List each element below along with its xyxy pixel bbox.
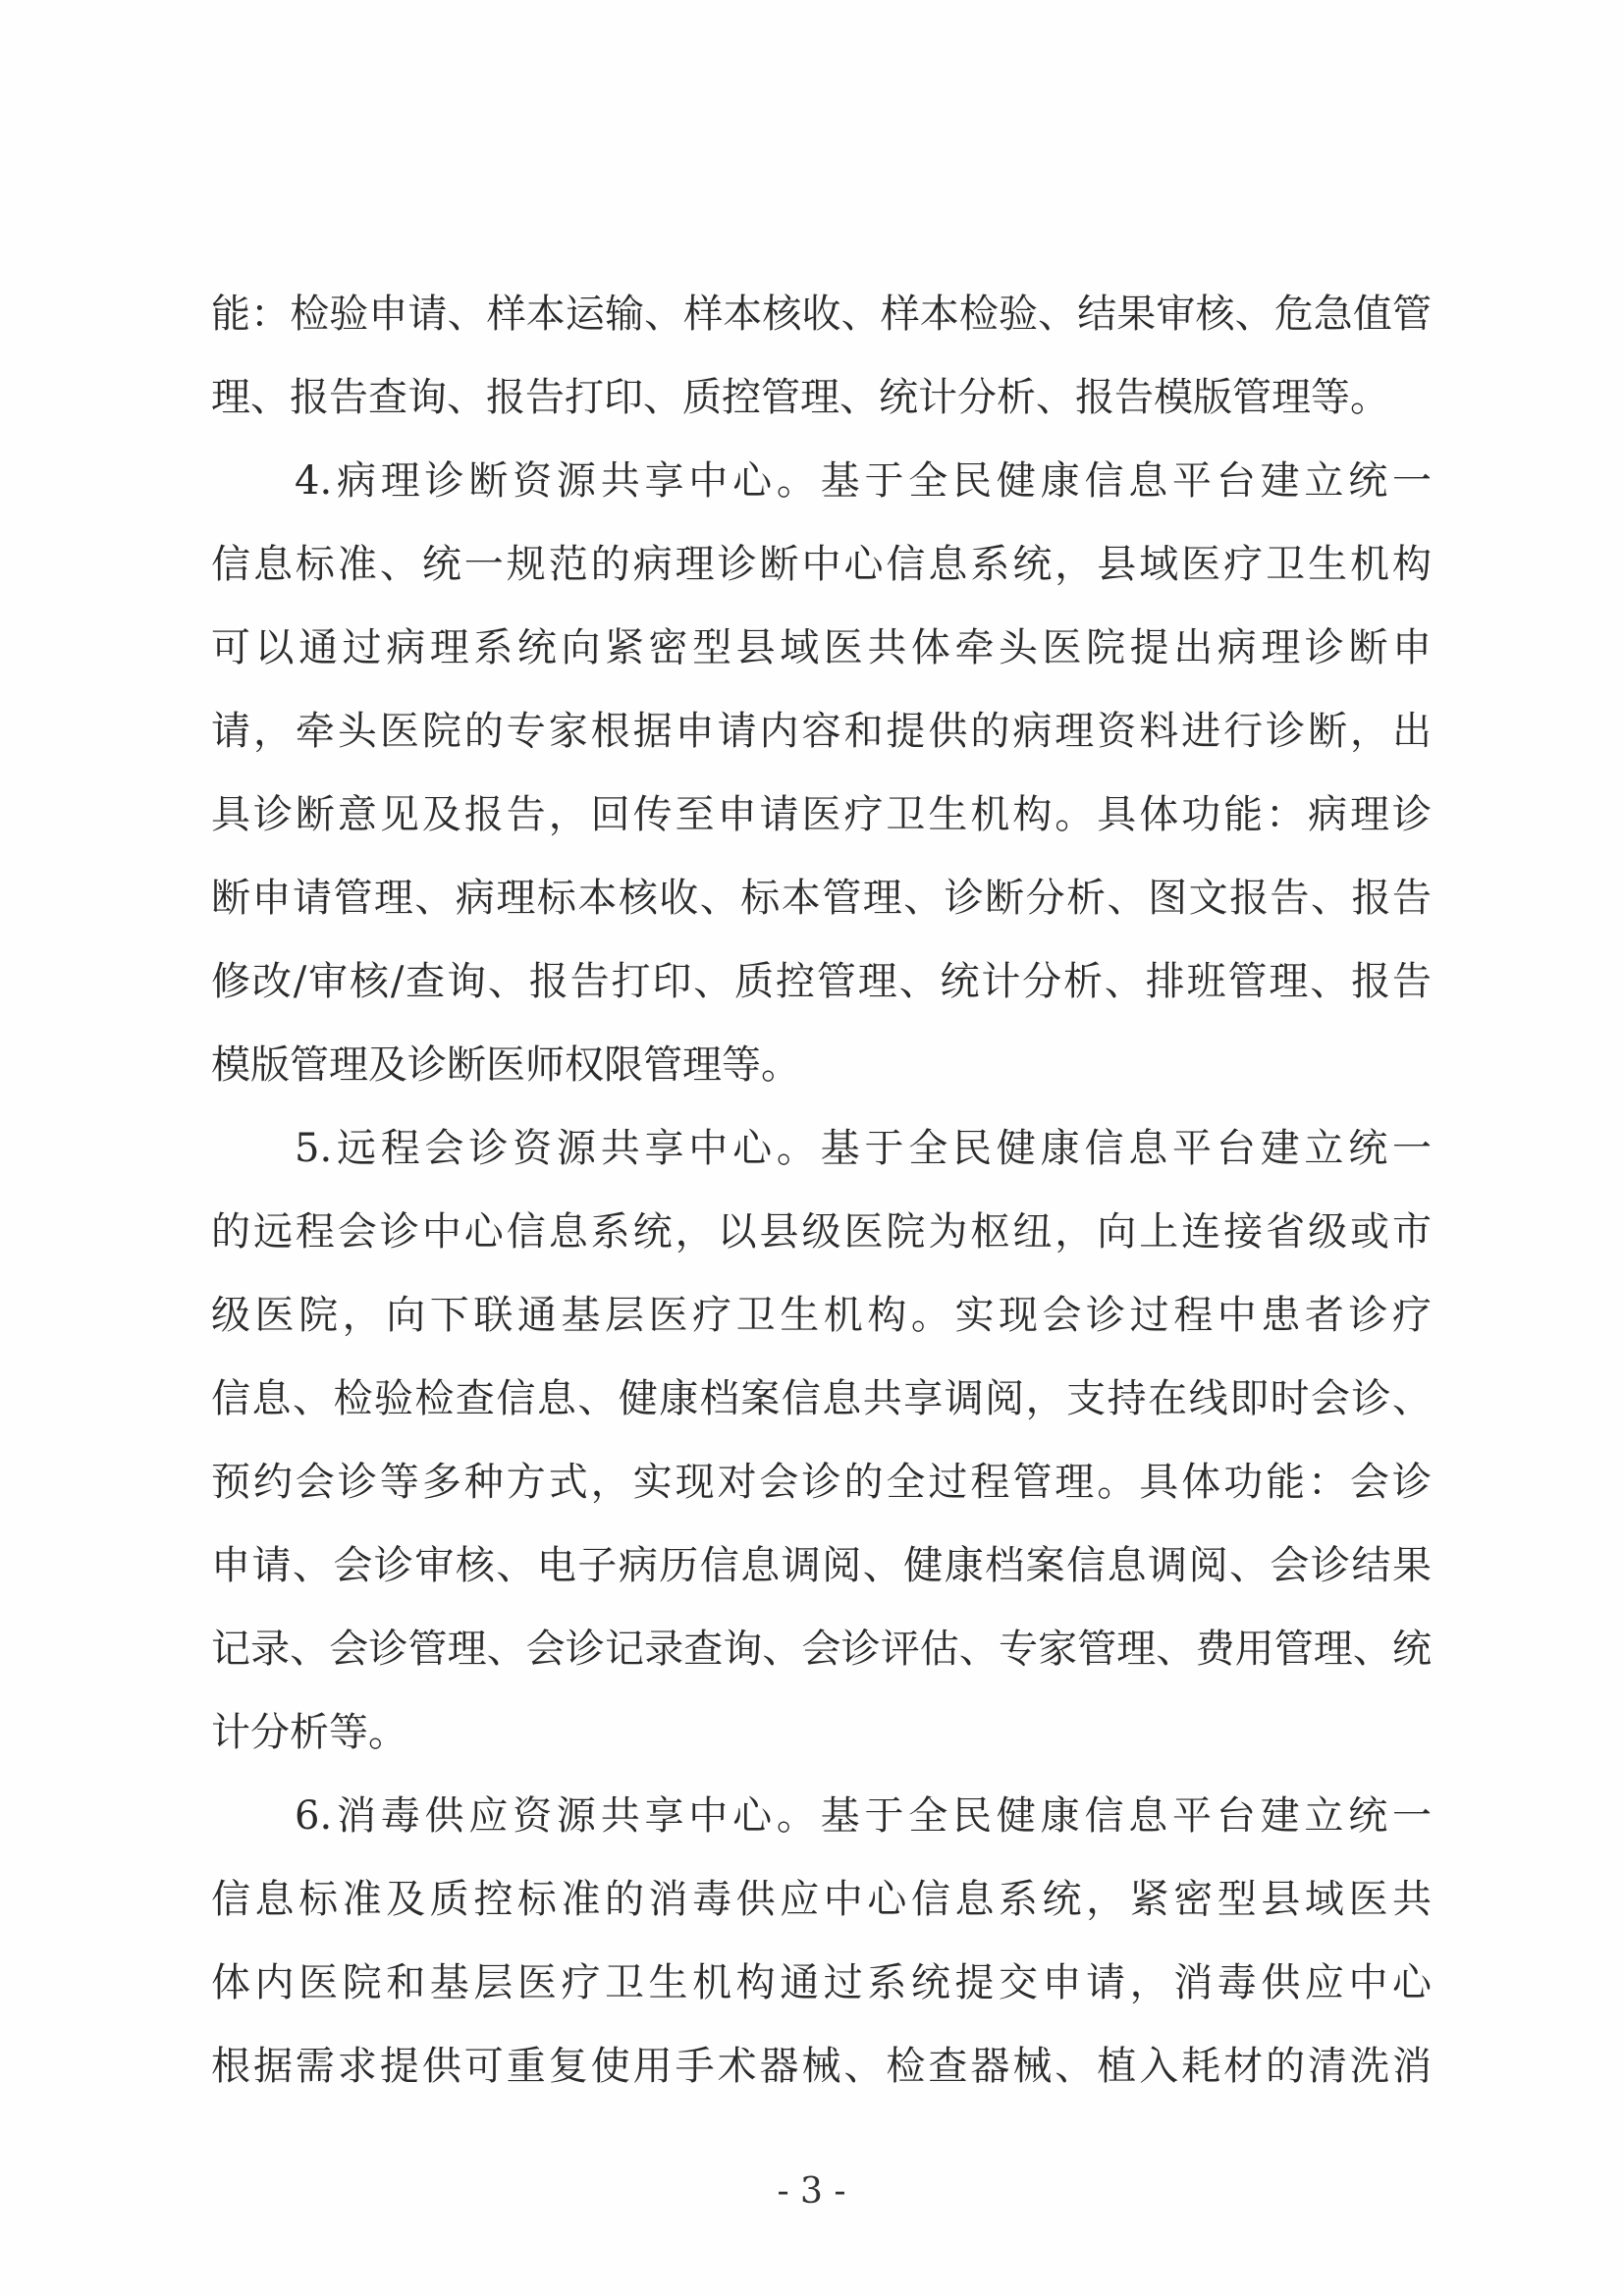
paragraph-line: 级医院，向下联通基层医疗卫生机构。实现会诊过程中患者诊疗 — [211, 1293, 1432, 1338]
paragraph-line: 的远程会诊中心信息系统，以县级医院为枢纽，向上连接省级或市 — [211, 1209, 1432, 1255]
section-heading-line: 5.远程会诊资源共享中心。基于全民健康信息平台建立统一 — [295, 1126, 1432, 1171]
paragraph-line: 记录、会诊管理、会诊记录查询、会诊评估、专家管理、费用管理、统 — [211, 1627, 1432, 1672]
paragraph-line: 模版管理及诊断医师权限管理等。 — [211, 1042, 800, 1088]
paragraph-line: 根据需求提供可重复使用手术器械、检查器械、植入耗材的清洗消 — [211, 2044, 1432, 2089]
paragraph-line: 具诊断意见及报告，回传至申请医疗卫生机构。具体功能：病理诊 — [211, 792, 1432, 837]
section-heading-line: 6.消毒供应资源共享中心。基于全民健康信息平台建立统一 — [295, 1793, 1432, 1839]
section-heading-line: 4.病理诊断资源共享中心。基于全民健康信息平台建立统一 — [295, 458, 1432, 504]
paragraph-line: 信息标准、统一规范的病理诊断中心信息系统，县域医疗卫生机构 — [211, 542, 1432, 587]
paragraph-line: 能：检验申请、样本运输、样本核收、样本检验、结果审核、危急值管 — [211, 292, 1432, 337]
paragraph-line: 申请、会诊审核、电子病历信息调阅、健康档案信息调阅、会诊结果 — [211, 1543, 1432, 1588]
paragraph-line: 请，牵头医院的专家根据申请内容和提供的病理资料进行诊断，出 — [211, 709, 1432, 754]
paragraph-line: 可以通过病理系统向紧密型县域医共体牵头医院提出病理诊断申 — [211, 625, 1432, 670]
paragraph-line: 理、报告查询、报告打印、质控管理、统计分析、报告模版管理等。 — [211, 375, 1389, 420]
paragraph-line: 体内医院和基层医疗卫生机构通过系统提交申请，消毒供应中心 — [211, 1960, 1432, 2005]
paragraph-line: 修改/审核/查询、报告打印、质控管理、统计分析、排班管理、报告 — [211, 959, 1432, 1004]
paragraph-line: 断申请管理、病理标本核收、标本管理、诊断分析、图文报告、报告 — [211, 876, 1432, 921]
paragraph-line: 计分析等。 — [211, 1710, 407, 1755]
paragraph-line: 信息、检验检查信息、健康档案信息共享调阅，支持在线即时会诊、 — [211, 1376, 1432, 1421]
paragraph-line: 预约会诊等多种方式，实现对会诊的全过程管理。具体功能：会诊 — [211, 1460, 1432, 1505]
paragraph-line: 信息标准及质控标准的消毒供应中心信息系统，紧密型县域医共 — [211, 1877, 1432, 1922]
page-number: - 3 - — [777, 2171, 846, 2212]
